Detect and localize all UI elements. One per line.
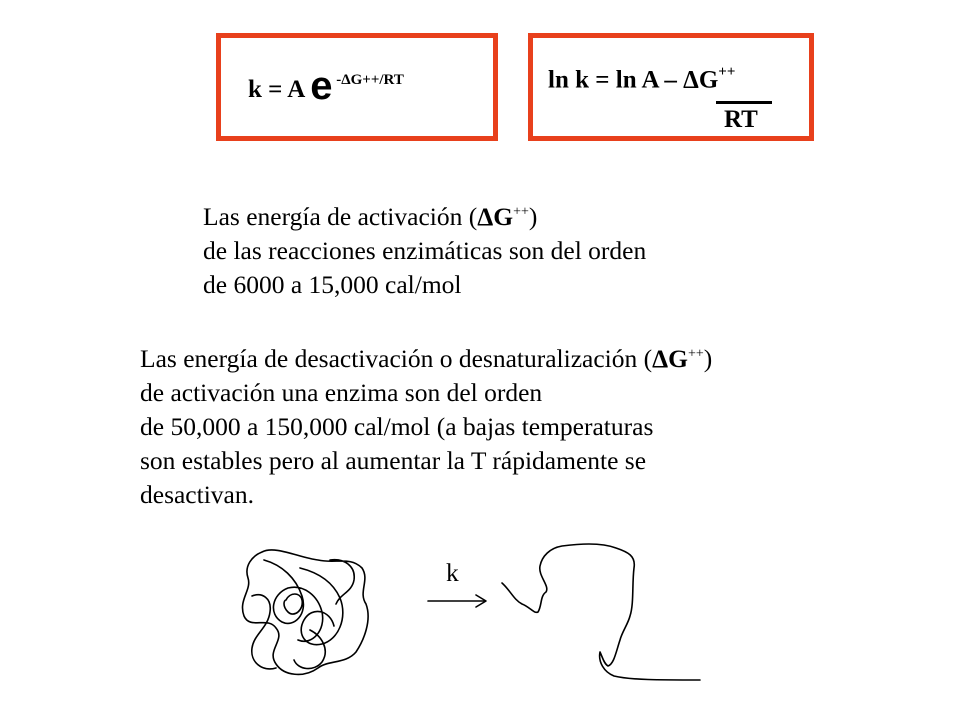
delta-g-superscript: ++ (718, 64, 736, 80)
equation-lhs: k = A (248, 76, 311, 103)
paragraph-line: de 50,000 a 150,000 cal/mol (a bajas temperaturas (140, 412, 654, 441)
delta-g: ΔG (683, 66, 719, 94)
exponent: -ΔG++/RT (332, 71, 404, 88)
paragraph-line: Las energía de desactivación o desnaturalización (ΔG++) (140, 344, 713, 373)
fraction-denominator: RT (724, 106, 758, 133)
paragraph-line: Las energía de activación (ΔG++) (203, 202, 538, 231)
rate-constant-label: k (446, 558, 459, 587)
equation-lhs: ln k = ln A – (548, 66, 684, 94)
folded-protein-scribble (242, 550, 368, 674)
exponential-base: e (310, 64, 333, 108)
paragraph-line: desactivan. (140, 480, 254, 509)
delta-g-symbol: ΔG (477, 202, 514, 231)
paragraph-line: de las reacciones enzimáticas son del orden (203, 236, 647, 265)
paragraph-line: son estables pero al aumentar la T rápidamente se (140, 446, 647, 475)
paragraph-line: de 6000 a 15,000 cal/mol (203, 270, 462, 299)
delta-g-symbol: ΔG (652, 344, 688, 373)
paragraph-line: de activación una enzima son del orden (140, 378, 543, 407)
unfolded-protein-line (502, 544, 700, 680)
